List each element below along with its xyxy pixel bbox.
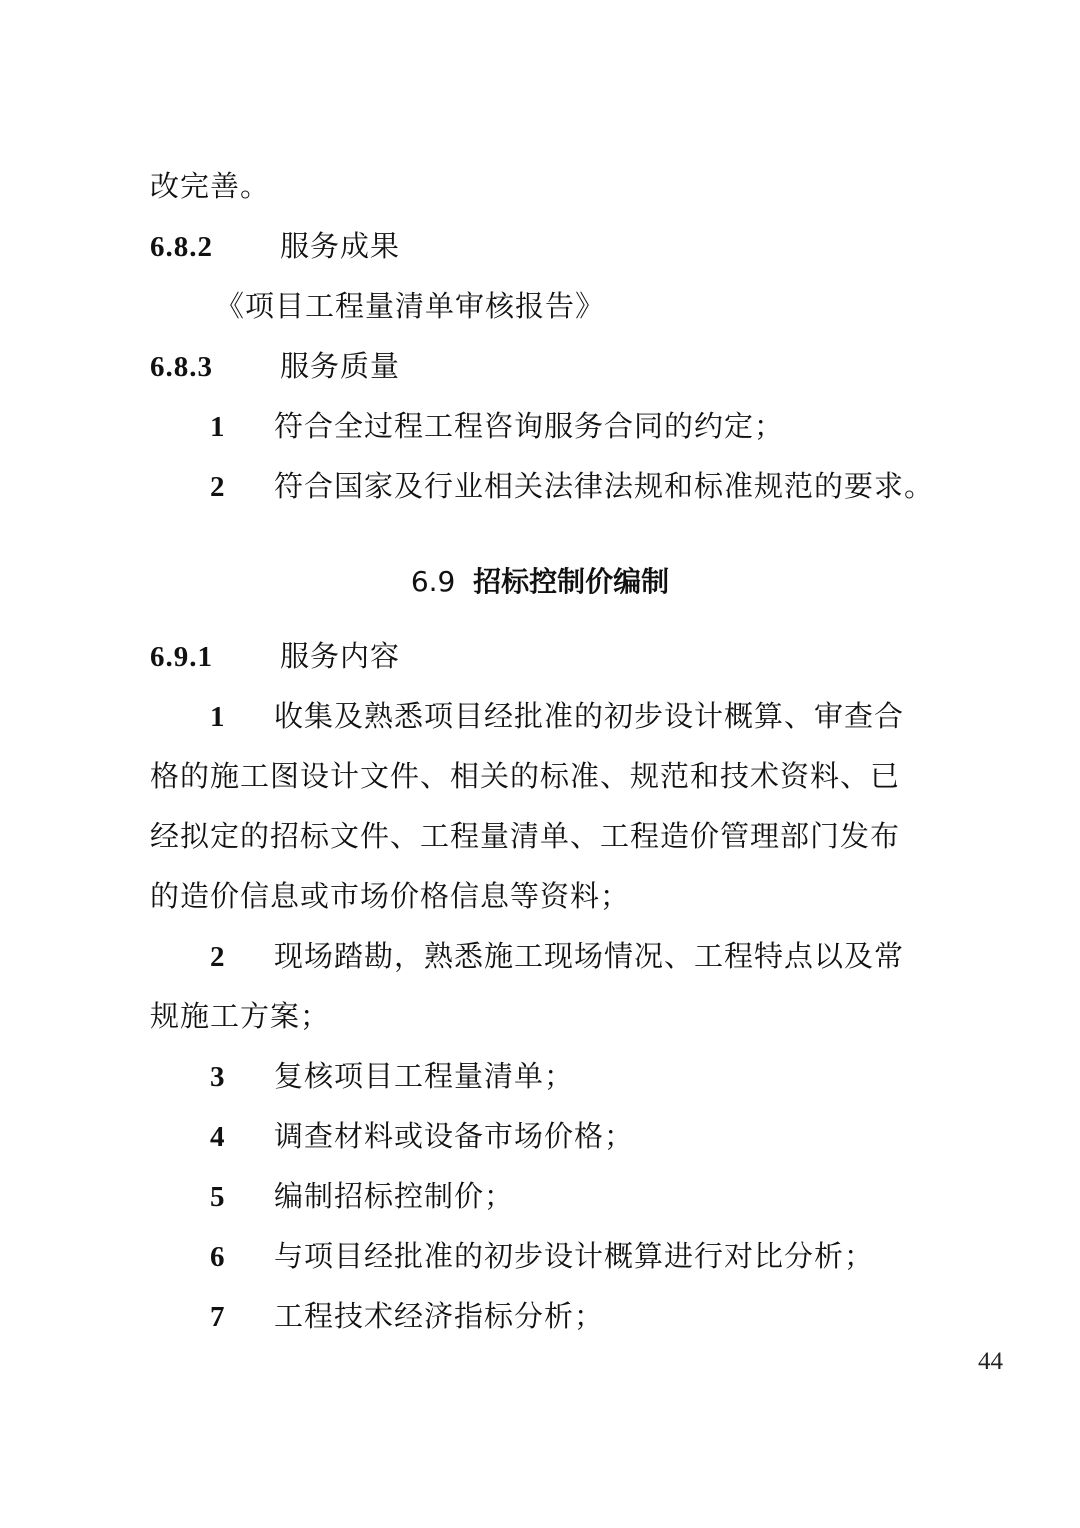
subsection-heading-6-8-2 [150,226,400,267]
subsection-heading-6-9-1 [150,636,400,677]
list-item-text: 收集及熟悉项目经批准的初步设计概算、审查合 [274,699,905,733]
subsection-heading-6-8-3 [150,346,400,387]
list-item [210,466,934,507]
subsection-number: 6.8.3 [150,351,213,383]
list-item-continuation: 规施工方案； [150,999,331,1033]
section-heading-6-9 [0,562,1080,602]
list-item [210,1296,604,1337]
list-item-number: 7 [210,1301,226,1333]
list-item-text: 编制招标控制价； [274,1179,515,1213]
subsection-title: 服务内容 [280,639,401,673]
list-item-number: 4 [210,1121,226,1153]
list-item-text: 符合全过程工程咨询服务合同的约定； [274,409,785,443]
page-number: 44 [978,1348,1003,1375]
list-item-text: 与项目经批准的初步设计概算进行对比分析； [274,1239,875,1273]
list-item-text: 复核项目工程量清单； [274,1059,575,1093]
list-item-text: 符合国家及行业相关法律法规和标准规范的要求。 [274,469,935,503]
list-item-text: 调查材料或设备市场价格； [274,1119,635,1153]
report-title: 《项目工程量清单审核报告》 [215,289,606,323]
list-item [210,1236,874,1277]
list-item-number: 5 [210,1181,226,1213]
subsection-number: 6.9.1 [150,641,213,673]
subsection-title: 服务质量 [280,349,401,383]
list-item [210,1116,634,1157]
list-item-text: 现场踏勘，熟悉施工现场情况、工程特点以及常 [274,939,905,973]
list-item-number: 2 [210,941,226,973]
subsection-number: 6.8.2 [150,231,213,263]
list-item [210,696,904,737]
subsection-title: 服务成果 [280,229,401,263]
list-item-text: 工程技术经济指标分析； [274,1299,605,1333]
list-item-continuation: 的造价信息或市场价格信息等资料； [150,879,631,913]
list-item [210,406,784,447]
list-item-continuation: 经拟定的招标文件、工程量清单、工程造价管理部门发布 [150,819,901,853]
list-item-number: 3 [210,1061,226,1093]
section-number: 6.9 [410,565,456,598]
section-title: 招标控制价编制 [473,565,670,598]
continued-text: 改完善。 [150,169,271,203]
list-item-number: 2 [210,471,226,503]
list-item-continuation: 格的施工图设计文件、相关的标准、规范和技术资料、已 [150,759,901,793]
list-item-number: 6 [210,1241,226,1273]
list-item [210,1176,514,1217]
list-item [210,1056,574,1097]
list-item-number: 1 [210,701,226,733]
list-item-number: 1 [210,411,226,443]
list-item [210,936,904,977]
